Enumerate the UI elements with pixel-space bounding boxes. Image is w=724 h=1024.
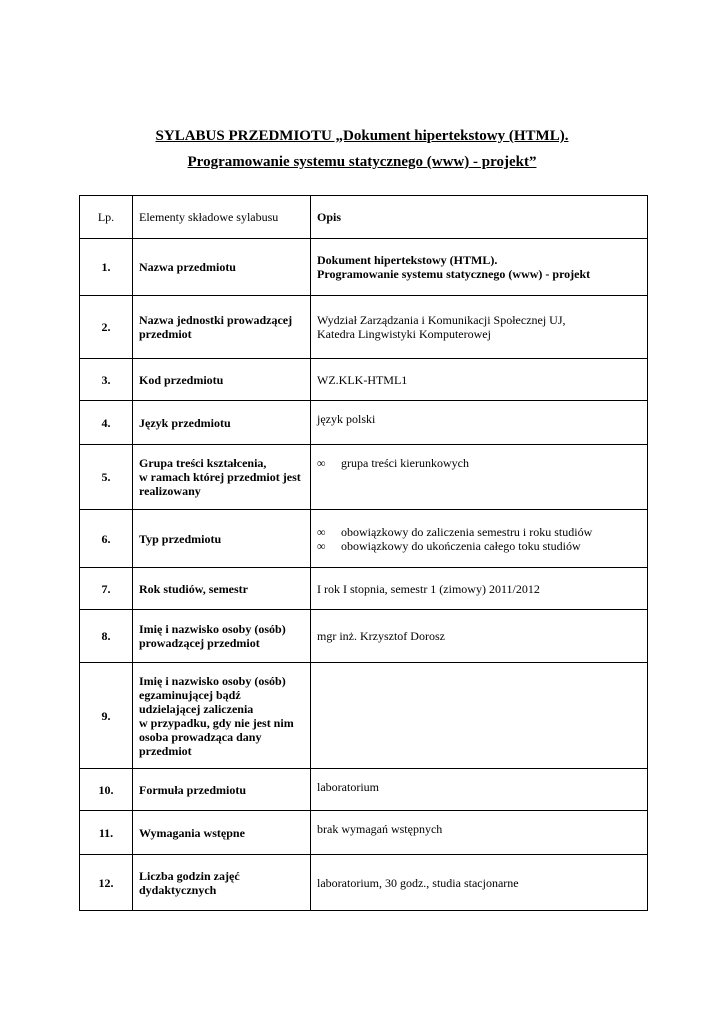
row-description (311, 239, 648, 296)
element-line: dydaktycznych (139, 882, 217, 897)
description-line: Katedra Lingwistyki Komputerowej (317, 327, 491, 341)
element-line: prowadzącej przedmiot (139, 636, 260, 650)
element-line: udzielającej zaliczenia (139, 701, 254, 716)
row-description: mgr inż. Krzysztof Dorosz (311, 610, 648, 663)
row-number: 10. (80, 769, 133, 811)
infinity-bullet-icon: ∞ (317, 524, 326, 539)
element-line: osoba prowadząca dany (139, 729, 262, 744)
row-description: WZ.KLK-HTML1 (311, 359, 648, 401)
row-element (133, 663, 311, 769)
row-number: 7. (80, 568, 133, 610)
document-title-line-1: SYLABUS PRZEDMIOTU „Dokument hipertekstowy (HTML). (155, 128, 569, 144)
row-description (311, 296, 648, 359)
document-title-line-2: Programowanie systemu statycznego (www) - projekt” (187, 154, 537, 170)
description-line: Wydział Zarządzania i Komunikacji Społecznej UJ, (317, 313, 566, 327)
table-header-row (80, 196, 648, 239)
row-number: 12. (80, 855, 133, 911)
bullet-text: obowiązkowy do zaliczenia semestru i roku studiów (341, 524, 593, 539)
row-description: brak wymagań wstępnych (311, 811, 648, 855)
element-line: przedmiot (139, 327, 192, 341)
bullet-item (317, 539, 641, 553)
row-element (133, 296, 311, 359)
row-number: 4. (80, 401, 133, 445)
row-number: 5. (80, 445, 133, 510)
row-element: Formuła przedmiotu (133, 769, 311, 811)
table-row (80, 855, 648, 911)
bullet-text: obowiązkowy do ukończenia całego toku studiów (341, 538, 581, 553)
header-elements: Elementy składowe sylabusu (133, 196, 311, 239)
row-number: 6. (80, 510, 133, 568)
element-line: w ramach której przedmiot jest (139, 470, 301, 484)
table-row (80, 359, 648, 401)
element-line: Grupa treści kształcenia, (139, 456, 267, 470)
table-row (80, 769, 648, 811)
row-number: 9. (80, 663, 133, 769)
syllabus-table (79, 195, 648, 911)
element-line: Liczba godzin zajęć (139, 868, 240, 883)
row-number: 1. (80, 239, 133, 296)
row-element: Rok studiów, semestr (133, 568, 311, 610)
row-description (311, 445, 648, 510)
bullet-item (317, 525, 641, 539)
table-row (80, 239, 648, 296)
element-line: Imię i nazwisko osoby (osób) (139, 622, 286, 636)
header-description: Opis (311, 196, 648, 239)
row-description: laboratorium (311, 769, 648, 811)
row-number: 11. (80, 811, 133, 855)
description-line: Dokument hipertekstowy (HTML). (317, 253, 498, 267)
table-row (80, 510, 648, 568)
row-number: 8. (80, 610, 133, 663)
table-row (80, 568, 648, 610)
element-line: w przypadku, gdy nie jest nim (139, 715, 294, 730)
row-element: Język przedmiotu (133, 401, 311, 445)
table-row (80, 663, 648, 769)
row-element: Kod przedmiotu (133, 359, 311, 401)
row-element: Typ przedmiotu (133, 510, 311, 568)
infinity-bullet-icon: ∞ (317, 538, 326, 553)
row-number: 2. (80, 296, 133, 359)
infinity-bullet-icon: ∞ (317, 456, 326, 470)
element-line: realizowany (139, 484, 201, 498)
row-element: Wymagania wstępne (133, 811, 311, 855)
row-description: laboratorium, 30 godz., studia stacjonarne (311, 855, 648, 911)
table-row (80, 296, 648, 359)
header-lp: Lp. (80, 196, 133, 239)
row-description: język polski (311, 401, 648, 445)
row-description (311, 663, 648, 769)
element-line: Imię i nazwisko osoby (osób) (139, 673, 286, 688)
table-row (80, 401, 648, 445)
element-line: egzaminującej bądź (139, 687, 241, 702)
table-row (80, 610, 648, 663)
element-line: Nazwa jednostki prowadzącej (139, 313, 293, 327)
row-number: 3. (80, 359, 133, 401)
bullet-text: grupa treści kierunkowych (341, 456, 469, 470)
row-element: Nazwa przedmiotu (133, 239, 311, 296)
row-description: I rok I stopnia, semestr 1 (zimowy) 2011/2012 (311, 568, 648, 610)
row-element (133, 610, 311, 663)
table-row (80, 445, 648, 510)
row-description (311, 510, 648, 568)
row-element (133, 855, 311, 911)
table-row (80, 811, 648, 855)
element-line: przedmiot (139, 743, 192, 758)
description-line: Programowanie systemu statycznego (www) - projekt (317, 267, 591, 281)
bullet-item (317, 456, 641, 470)
row-element (133, 445, 311, 510)
